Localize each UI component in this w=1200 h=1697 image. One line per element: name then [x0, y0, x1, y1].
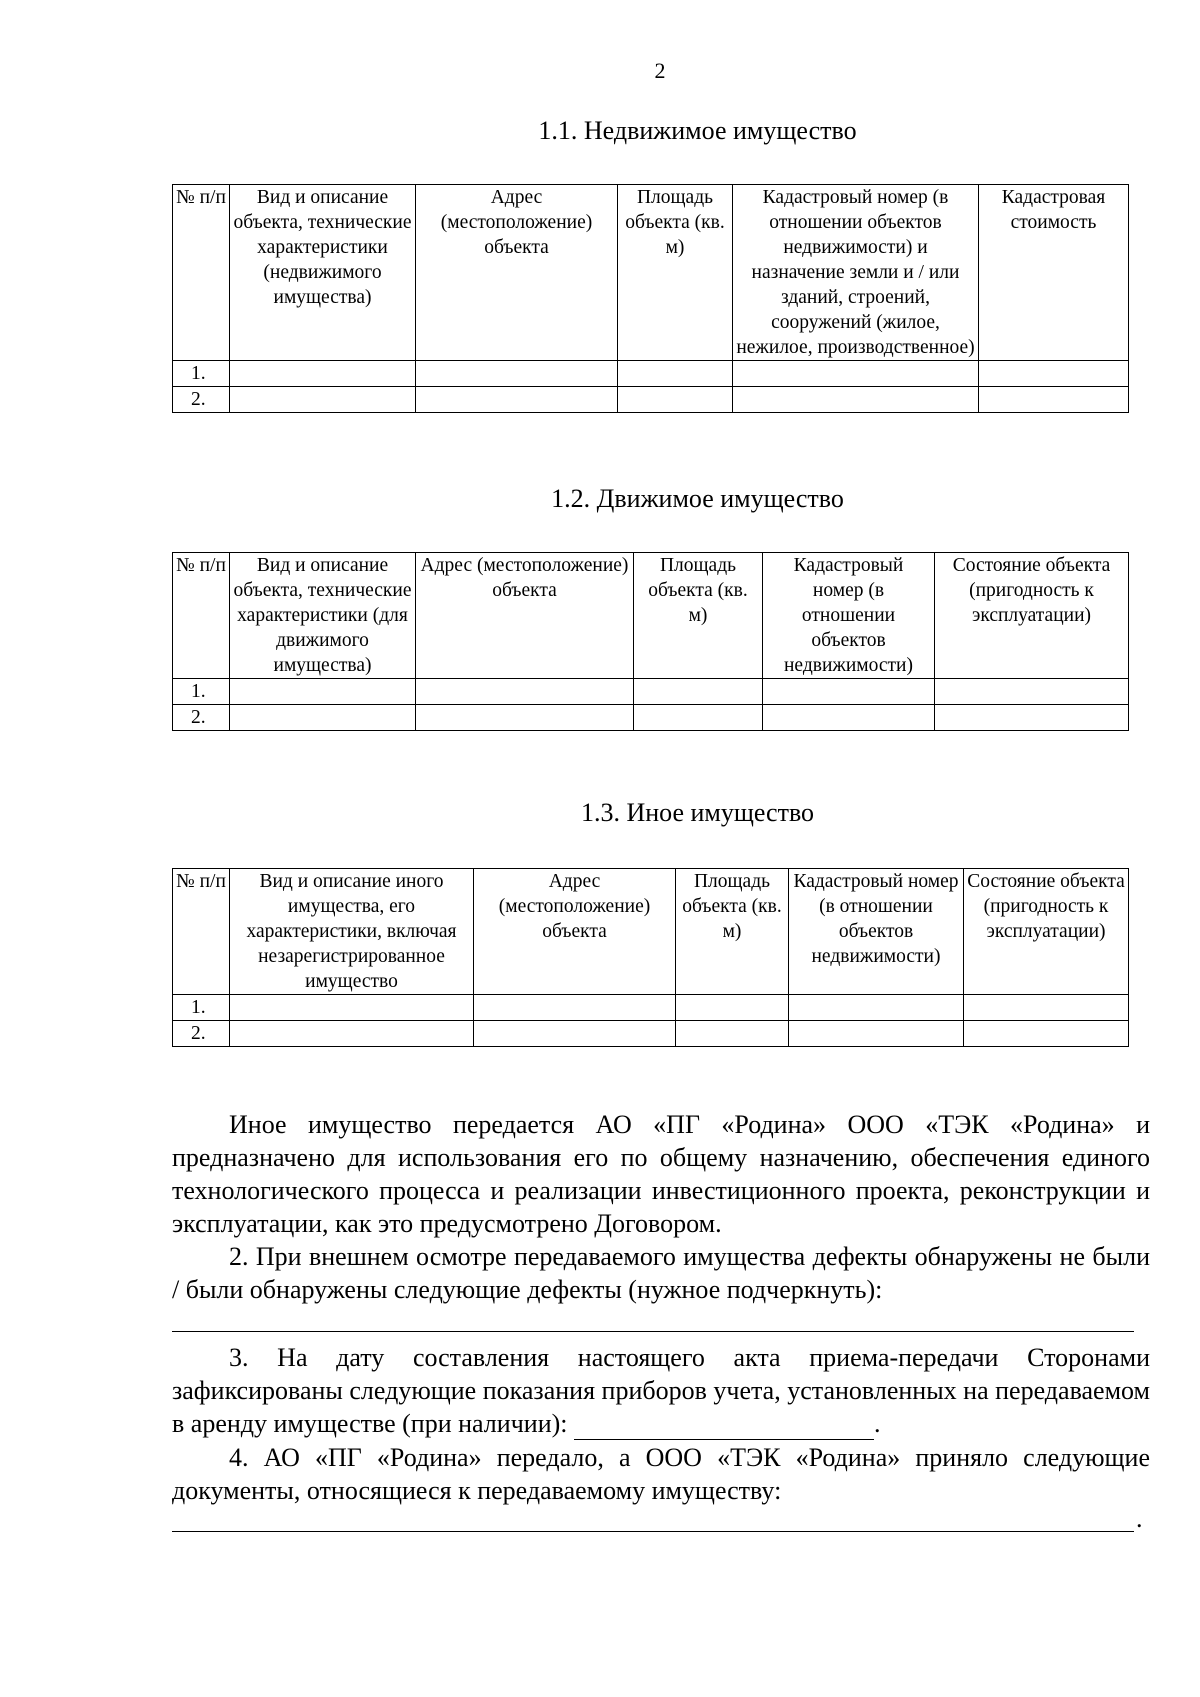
table-cell	[634, 679, 763, 705]
table-cell	[416, 679, 634, 705]
table-row	[173, 679, 1129, 705]
table-row	[173, 387, 1129, 413]
section-title-movable: 1.2. Движимое имущество	[551, 484, 844, 513]
section-title-other: 1.3. Иное имущество	[580, 798, 815, 827]
header-address: Адрес (местоположение) объекта	[474, 869, 676, 995]
table-cell	[474, 995, 676, 1021]
row-number: 2.	[173, 387, 230, 413]
header-area: Площадь объекта (кв. м)	[634, 553, 763, 679]
header-number: № п/п	[173, 553, 230, 679]
table-cell	[733, 361, 979, 387]
page-number: 2	[654, 58, 666, 83]
documents-blank-line	[172, 1531, 1134, 1532]
paragraph-meter-readings	[172, 1341, 1150, 1440]
header-number: № п/п	[173, 185, 230, 361]
header-description: Вид и описание иного имущества, его характеристики, включая незарегистрированное имущество	[230, 869, 474, 995]
meter-readings-text: 3. На дату составления настоящего акта приема-передачи Сторонами зафиксированы следующие показания приборов учета, установленных на передаваемом в аренду имуществе (при наличии):	[172, 1343, 1150, 1438]
table-cell	[676, 1021, 789, 1047]
row-number: 1.	[173, 995, 230, 1021]
row-number: 2.	[173, 705, 230, 731]
header-area: Площадь объекта (кв. м)	[618, 185, 733, 361]
paragraph-defects: 2. При внешнем осмотре передаваемого имущества дефекты обнаружены не были / были обнаружены следующие дефекты (нужное подчеркнуть):	[172, 1242, 1150, 1304]
table-cell	[416, 705, 634, 731]
header-cadastral-number: Кадастровый номер (в отношении объектов недвижимости) и назначение земли и / или зданий, строений, сооружений (жилое, нежилое, производственное)	[733, 185, 979, 361]
table-header-row	[173, 185, 1129, 361]
table-cell	[789, 995, 964, 1021]
table-cell	[618, 361, 733, 387]
header-description: Вид и описание объекта, технические характеристики (для движимого имущества)	[230, 553, 416, 679]
header-number: № п/п	[173, 869, 230, 995]
table-cell	[634, 705, 763, 731]
table-cell	[979, 361, 1129, 387]
table-cell	[676, 995, 789, 1021]
section-title-real-estate: 1.1. Недвижимое имущество	[538, 116, 857, 145]
documents-period: .	[1136, 1504, 1143, 1533]
table-cell	[763, 705, 935, 731]
table-cell	[230, 679, 416, 705]
table-header-row	[173, 553, 1129, 679]
table-cell	[230, 361, 416, 387]
meter-readings-blank	[574, 1415, 874, 1440]
table-row	[173, 1021, 1129, 1047]
table-cell	[230, 995, 474, 1021]
table-cell	[230, 387, 416, 413]
table-cell	[935, 705, 1129, 731]
table-cell	[230, 1021, 474, 1047]
defects-blank-line	[172, 1331, 1134, 1332]
table-row	[173, 705, 1129, 731]
table-cell	[618, 387, 733, 413]
header-address: Адрес (местоположение) объекта	[416, 553, 634, 679]
real-estate-table	[172, 184, 1129, 413]
header-condition: Состояние объекта (пригодность к эксплуатации)	[935, 553, 1129, 679]
table-row	[173, 995, 1129, 1021]
table-cell	[763, 679, 935, 705]
header-cadastral-number: Кадастровый номер (в отношении объектов недвижимости)	[763, 553, 935, 679]
table-cell	[964, 995, 1129, 1021]
header-address: Адрес (местоположение) объекта	[416, 185, 618, 361]
meter-readings-period: .	[873, 1409, 881, 1438]
table-row	[173, 361, 1129, 387]
row-number: 2.	[173, 1021, 230, 1047]
other-property-table	[172, 868, 1129, 1047]
header-area: Площадь объекта (кв. м)	[676, 869, 789, 995]
movable-property-table	[172, 552, 1129, 731]
table-cell	[474, 1021, 676, 1047]
table-cell	[964, 1021, 1129, 1047]
paragraph-documents: 4. АО «ПГ «Родина» передало, а ООО «ТЭК «Родина» приняло следующие документы, относящиеся к передаваемому имуществу:	[172, 1443, 1150, 1505]
table-cell	[230, 705, 416, 731]
header-description: Вид и описание объекта, технические характеристики (недвижимого имущества)	[230, 185, 416, 361]
paragraph-other-property: Иное имущество передается АО «ПГ «Родина» ООО «ТЭК «Родина» и предназначено для использования его по общему назначению, обеспечения единого технологического процесса и реализации инвестиционного проекта, реконструкции и эксплуатации, как это предусмотрено Договором.	[172, 1110, 1150, 1238]
table-cell	[416, 361, 618, 387]
table-cell	[935, 679, 1129, 705]
row-number: 1.	[173, 679, 230, 705]
header-cadastral-value: Кадастровая стоимость	[979, 185, 1129, 361]
table-header-row	[173, 869, 1129, 995]
table-cell	[416, 387, 618, 413]
table-cell	[733, 387, 979, 413]
header-cadastral-number: Кадастровый номер (в отношении объектов недвижимости)	[789, 869, 964, 995]
table-cell	[979, 387, 1129, 413]
table-cell	[789, 1021, 964, 1047]
row-number: 1.	[173, 361, 230, 387]
header-condition: Состояние объекта (пригодность к эксплуатации)	[964, 869, 1129, 995]
